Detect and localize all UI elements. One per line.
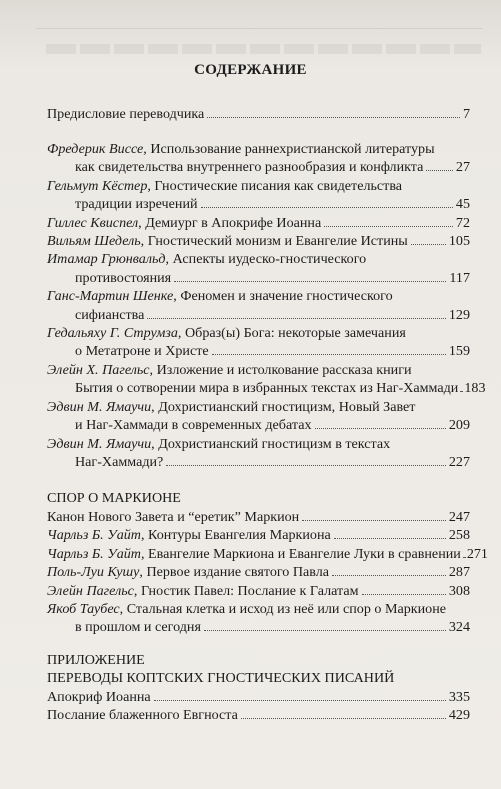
bleed-through-text [46, 44, 481, 54]
page-title: СОДЕРЖАНИЕ [194, 62, 307, 78]
toc-entry: Элейн Х. Пагельс, Изложение и истолкование рассказа книги Бытия о сотворении мира в избранных текстах из Наг-Хаммади 183 [47, 361, 486, 397]
section-heading-marcion: СПОР О МАРКИОНЕ [47, 490, 181, 506]
header-rule [36, 14, 483, 29]
toc-entry: Эдвин М. Ямаучи, Дохристианский гностицизм, Новый Завет и Наг-Хаммади в современных дебатах 209 [47, 398, 470, 434]
section-heading-appendix: ПРИЛОЖЕНИЕ [47, 652, 145, 668]
toc-entry: Фредерик Виссе, Использование раннехристианской литературы как свидетельства внутреннего разнообразия и конфликта 27 [47, 141, 470, 176]
toc-entry: Гиллес Квиспел, Демиург в Апокрифе Иоанна 72 [47, 214, 470, 231]
toc-entry: Канон Нового Завета и “еретик” Маркион 247 [47, 509, 470, 525]
toc-block-marcion [47, 508, 488, 637]
toc-entry: Послание блаженного Евгноста 429 [47, 707, 470, 724]
toc-entry: Апокриф Иоанна 335 [47, 689, 470, 705]
toc-block-2 [47, 140, 486, 471]
toc-block-appendix [47, 688, 470, 725]
section-heading-translations: ПЕРЕВОДЫ КОПТСКИХ ГНОСТИЧЕСКИХ ПИСАНИЙ [47, 670, 395, 686]
toc-entry: Итамар Грюнвальд, Аспекты иудеско-гностического противостояния 117 [47, 251, 470, 286]
toc-entry: Предисловие переводчика 7 [47, 106, 470, 122]
toc-entry: Якоб Таубес, Стальная клетка и исход из неё или спор о Маркионе в прошлом и сегодня 324 [47, 601, 470, 636]
toc-entry: Чарльз Б. Уайт, Евангелие Маркиона и Евангелие Луки в сравнении 271 [47, 545, 488, 562]
toc-entry: Ганс-Мартин Шенке, Феномен и значение гностического сифианства 129 [47, 288, 470, 323]
toc-entry: Эдвин М. Ямаучи, Дохристианский гностицизм в текстах Наг-Хаммади? 227 [47, 435, 470, 470]
toc-block-1 [47, 105, 470, 123]
toc-entry: Чарльз Б. Уайт, Контуры Евангелия Маркиона 258 [47, 527, 470, 544]
toc-entry: Элейн Пагельс, Гностик Павел: Послание к Галатам 308 [47, 582, 470, 599]
toc-entry: Гедальяху Г. Струмза, Образ(ы) Бога: некоторые замечания о Метатроне и Христе 159 [47, 325, 470, 360]
toc-entry: Поль-Луи Кушу, Первое издание святого Павла 287 [47, 564, 470, 581]
toc-entry: Вильям Шедель, Гностический монизм и Евангелие Истины 105 [47, 233, 470, 250]
toc-entry: Гельмут Кёстер, Гностические писания как свидетельства традиции изречений 45 [47, 177, 470, 213]
